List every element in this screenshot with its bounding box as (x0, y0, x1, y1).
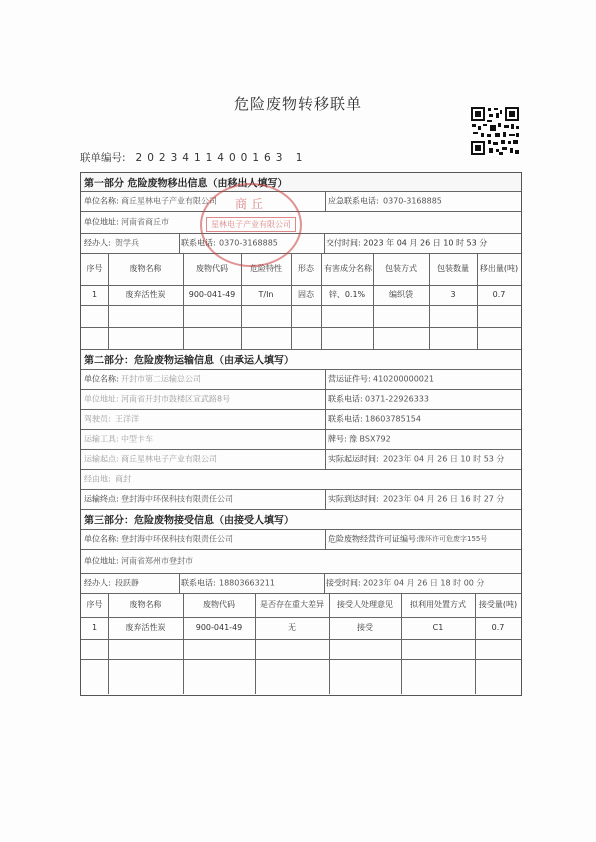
part1-month: 04 (396, 238, 407, 248)
part2-driver-row (81, 409, 521, 430)
part1-phone: 0370-3168885 (219, 238, 278, 248)
part1-year: 2023 (363, 238, 384, 248)
p1-h-qty: 包装数量 (437, 264, 469, 273)
part1-agent-label: 经办人: (84, 238, 111, 248)
p1-h-hazard: 危险特性 (250, 264, 282, 273)
part1-handover-time: 交付时间: 2023 年 04 月 26 日 10 时 53 分 (326, 238, 488, 248)
form-number-label: 联单编号: (80, 152, 126, 164)
p1-component: 锌、0.1% (328, 290, 366, 299)
part1-emergency: 0370-3168885 (383, 196, 442, 206)
part2-via: 商封 (115, 474, 131, 484)
part3-company-row (81, 529, 521, 550)
p3-method: C1 (432, 623, 444, 632)
part2-address: 河南省开封市鼓楼区宣武路8号 (121, 394, 231, 404)
part2-company-label: 单位名称: (84, 374, 119, 384)
part3-permit-label: 危险废物经营许可证编号: (328, 534, 419, 544)
p1-no: 1 (91, 290, 98, 299)
part3-company-label: 单位名称: (84, 534, 119, 544)
part3-time: 2023年 04 月 26 日 18 时 00 分 (363, 578, 485, 588)
part2-driver-label: 驾驶员: (84, 414, 111, 424)
part3-heading: 第三部分：危险废物接受信息（由接受人填写） (84, 515, 294, 527)
part2-license-label: 营运证件号: (328, 374, 371, 384)
qr-code (470, 106, 520, 156)
part2-arrive-label: 实际到达时间: (328, 494, 379, 504)
part2-company-row (81, 369, 521, 390)
part2-driver-phone: 18603785154 (365, 414, 421, 424)
part1-company-row (81, 191, 521, 212)
p3-h-opinion: 接受人处理意见 (337, 600, 393, 609)
p1-qty: 3 (450, 290, 456, 299)
part2-via-label: 经由地: (84, 474, 111, 484)
part1-phone-label: 联系电话: (181, 238, 216, 248)
part3-phone: 18803663211 (219, 578, 275, 588)
part2-start-label: 运输起点: (84, 454, 119, 464)
part1-address: 河南省商丘市 (121, 217, 169, 227)
part3-agent-row (81, 573, 521, 594)
part1-data-row (81, 285, 521, 306)
part2-address-label: 单位地址: (84, 394, 119, 404)
part3-data-row (81, 617, 521, 640)
part3-time-label: 接受时间: (326, 578, 361, 588)
p3-h-difference: 是否存在重大差异 (260, 600, 324, 609)
part1-address-label: 单位地址: (84, 217, 119, 227)
form-number (80, 150, 307, 165)
part1-agent-row (81, 233, 521, 254)
p3-h-code: 废物代码 (203, 600, 235, 609)
document-title: 危险废物转移联单 (233, 95, 362, 113)
p1-code: 900-041-49 (188, 290, 236, 299)
part2-heading: 第二部分：危险废物运输信息（由承运人填写） (84, 355, 294, 367)
part1-empty-row-2 (81, 327, 521, 350)
part3-agent-label: 经办人: (84, 578, 111, 588)
part3-empty-row-1 (81, 639, 521, 660)
part2-start-time: 2023年 04 月 26 日 10 时 53 分 (383, 454, 505, 464)
part1-table-header (81, 253, 521, 286)
p1-amount: 0.7 (492, 290, 506, 299)
part2-end: 登封海中环保科技有限责任公司 (121, 494, 233, 504)
seal-line-2: 星林电子产业有限公司 (206, 217, 296, 232)
part1-day: 26 (419, 238, 431, 248)
p3-code: 900-041-49 (195, 623, 243, 632)
part2-start-time-label: 实际起运时间: (328, 454, 379, 464)
p1-h-amount: 移出量(吨) (479, 264, 519, 273)
p1-h-name: 废物名称 (129, 264, 162, 273)
p1-h-pack: 包装方式 (385, 264, 417, 273)
part3-address-row (81, 549, 521, 574)
part1-minute: 53 (466, 238, 477, 248)
p3-h-method: 拟利用处置方式 (410, 600, 466, 609)
part3-table-header (81, 593, 521, 618)
p1-hazard: T/In (258, 290, 274, 299)
part3-address-label: 单位地址: (84, 556, 119, 566)
part2-heading-row (81, 349, 521, 370)
part1-empty-row-1 (81, 305, 521, 328)
company-seal (200, 183, 302, 267)
seal-line-1: 商丘 (234, 197, 267, 211)
part3-phone-label: 联系电话: (181, 578, 216, 588)
p3-opinion: 接受 (357, 623, 373, 632)
part3-agent: 段跃静 (115, 578, 139, 588)
part2-end-label: 运输终点: (84, 494, 119, 504)
p3-amount: 0.7 (491, 623, 505, 632)
p3-h-no: 序号 (86, 600, 103, 609)
part2-license: 410200000021 (373, 374, 435, 384)
part2-driver-phone-label: 联系电话: (328, 414, 363, 424)
part2-contact-label: 联系电话: (328, 394, 363, 404)
part2-arrive-time: 2023年 04 月 26 日 16 时 27 分 (383, 494, 505, 504)
part1-heading-row (81, 173, 521, 192)
p1-form: 固态 (298, 290, 314, 299)
part1-agent: 贺学兵 (115, 238, 139, 248)
p1-h-component: 有害成分名称 (324, 264, 372, 273)
transfer-form-table (80, 172, 522, 696)
part2-company: 开封市第二运输总公司 (121, 374, 201, 384)
p1-pack: 编织袋 (389, 290, 413, 299)
part1-emergency-label: 应急联系电话: (328, 196, 379, 206)
p1-name: 废弃活性炭 (125, 290, 166, 299)
part2-vehicle-row (81, 429, 521, 450)
part3-heading-row (81, 509, 521, 530)
part2-start: 商丘星林电子产业有限公司 (121, 454, 217, 464)
part2-end-row (81, 489, 521, 510)
part1-company: 商丘星林电子产业有限公司 (121, 196, 217, 206)
p1-h-form: 形态 (298, 264, 314, 273)
p1-h-code: 废物代码 (196, 264, 228, 273)
form-number-value: 2023411400163 1 (135, 152, 308, 164)
p3-h-amount: 接受量(吨) (478, 600, 518, 609)
part2-vehicle: 中型卡车 (121, 434, 153, 444)
part1-hour: 10 (443, 238, 454, 248)
p3-name: 废弃活性炭 (125, 623, 166, 632)
part2-contact: 0371-22926333 (365, 394, 429, 404)
part2-via-row (81, 469, 521, 490)
part1-company-label: 单位名称: (84, 196, 119, 206)
part2-plate: 豫 BSX792 (349, 434, 391, 444)
part3-empty-row-2 (81, 659, 521, 694)
part1-heading: 第一部分 危险废物移出信息（由移出人填写） (84, 178, 288, 190)
part3-permit: 豫环许可危废字155号 (418, 535, 488, 543)
p3-h-name: 废物名称 (129, 600, 162, 609)
p3-difference: 无 (288, 623, 296, 632)
part2-plate-label: 牌号: (328, 434, 347, 444)
part2-vehicle-label: 运输工具: (84, 434, 119, 444)
part2-address-row (81, 389, 521, 410)
part3-address: 河南省郑州市登封市 (121, 556, 193, 566)
part2-driver: 王洋洋 (115, 414, 139, 424)
part2-start-row (81, 449, 521, 470)
part3-company: 登封海中环保科技有限责任公司 (121, 534, 233, 544)
p1-h-no: 序号 (86, 264, 103, 273)
p3-no: 1 (91, 623, 98, 632)
